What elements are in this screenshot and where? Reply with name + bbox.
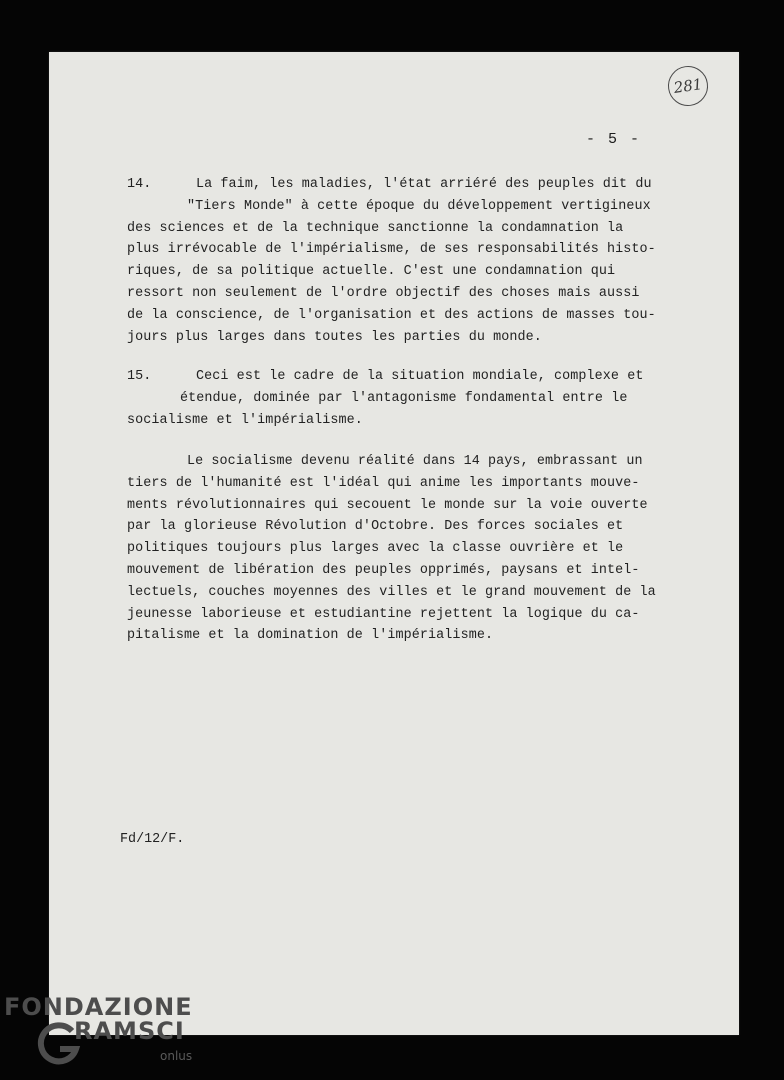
logo-text-fondazione: FONDAZIONE [4, 993, 193, 1021]
paragraph-14-line-5: riques, de sa politique actuelle. C'est une condamnation qui [127, 264, 616, 280]
paragraph-14-line-4: plus irrévocable de l'impérialisme, de ses responsabilités histo- [127, 242, 656, 258]
paragraph-15-line-3: socialisme et l'impérialisme. [127, 412, 363, 428]
logo-text-gramsci: RAMSCI [74, 1017, 185, 1045]
paragraph-3-line-5: politiques toujours plus larges avec la classe ouvrière et le [127, 541, 624, 557]
logo-text-onlus: onlus [160, 1049, 193, 1063]
paragraph-14-line-3: des sciences et de la technique sanctionne la condamnation la [127, 220, 624, 236]
paragraph-14-line-1: La faim, les maladies, l'état arriéré des peuples dit du [196, 177, 652, 192]
paragraph-3-line-3: ments révolutionnaires qui secouent le monde sur la voie ouverte [127, 497, 648, 513]
paragraph-3-line-2: tiers de l'humanité est l'idéal qui anime les importants mouve- [127, 475, 640, 491]
paragraph-3-line-1: Le socialisme devenu réalité dans 14 pays, embrassant un [187, 454, 643, 469]
paragraph-14-line-6: ressort non seulement de l'ordre objectif des choses mais aussi [127, 286, 640, 301]
archive-stamp: 281 [665, 63, 710, 108]
document-reference: Fd/12/F. [120, 832, 185, 847]
paragraph-14-line-2: "Tiers Monde" à cette époque du développement vertigineux [187, 198, 651, 214]
paragraph-3-line-6: mouvement de libération des peuples opprimés, paysans et intel- [127, 563, 640, 578]
paragraph-15-line-1: Ceci est le cadre de la situation mondiale, complexe et [196, 369, 644, 384]
paragraph-15-number: 15. [127, 369, 152, 384]
page-number: - 5 - [586, 131, 642, 148]
fondazione-gramsci-logo [4, 993, 194, 1073]
paragraph-3-line-8: jeunesse laborieuse et estudiantine rejettent la logique du ca- [127, 606, 640, 622]
paragraph-14-line-7: de la conscience, de l'organisation et des actions de masses tou- [127, 307, 656, 323]
paragraph-3-line-9: pitalisme et la domination de l'impérialisme. [127, 628, 494, 644]
paragraph-14-line-8: jours plus larges dans toutes les parties du monde. [127, 329, 542, 345]
paragraph-3-line-7: lectuels, couches moyennes des villes et le grand mouvement de la [127, 584, 656, 600]
paragraph-14-number: 14. [127, 177, 152, 192]
paragraph-3-line-4: par la glorieuse Révolution d'Octobre. Des forces sociales et [127, 519, 624, 535]
paragraph-15-line-2: étendue, dominée par l'antagonisme fondamental entre le [180, 390, 628, 406]
